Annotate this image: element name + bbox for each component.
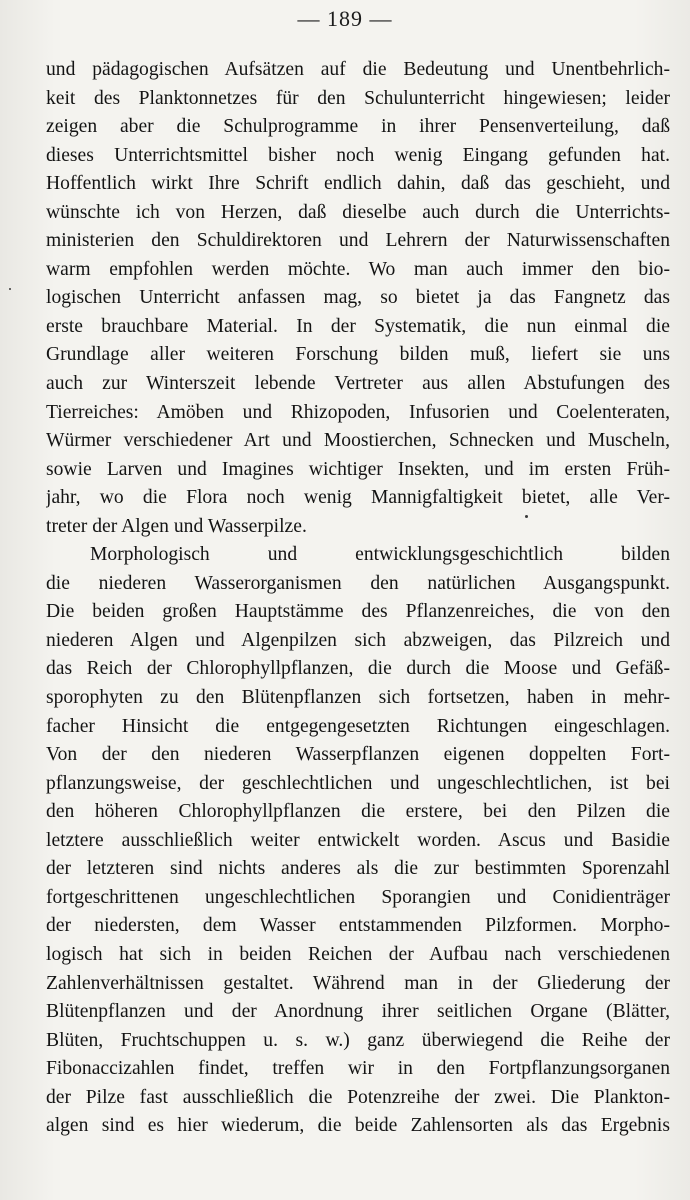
body-text: [46, 56, 670, 1141]
text-line: erste brauchbare Material. In der Systematik, die nun einmal die: [46, 315, 670, 337]
text-line: dieses Unterrichtsmittel bisher noch wenig Eingang gefunden hat.: [46, 144, 670, 166]
text-line: das Reich der Chlorophyllpflanzen, die durch die Moose und Gefäß-: [46, 658, 670, 680]
text-line: den höheren Chlorophyllpflanzen die erstere, bei den Pilzen die: [46, 801, 670, 823]
page-number: — 189 —: [297, 6, 393, 31]
text-line: Von der den niederen Wasserpflanzen eigenen doppelten Fort-: [46, 744, 670, 766]
text-line: der Pilze fast ausschließlich die Potenzreihe der zwei. Die Plankton-: [46, 1086, 670, 1108]
text-line: warm empfohlen werden möchte. Wo man auch immer den bio-: [46, 258, 670, 280]
text-line: zeigen aber die Schulprogramme in ihrer Pensenverteilung, daß: [46, 116, 670, 138]
text-line: Tierreiches: Amöben und Rhizopoden, Infusorien und Coelenteraten,: [46, 401, 670, 423]
text-line: facher Hinsicht die entgegengesetzten Richtungen eingeschlagen.: [46, 715, 670, 737]
text-line: Die beiden großen Hauptstämme des Pflanzenreiches, die von den: [46, 601, 670, 623]
text-line: Hoffentlich wirkt Ihre Schrift endlich dahin, daß das geschieht, und: [46, 173, 670, 195]
text-line: pflanzungsweise, der geschlechtlichen und ungeschlechtlichen, ist bei: [46, 772, 670, 794]
text-line: algen sind es hier wiederum, die beide Zahlensorten als das Ergebnis: [46, 1115, 670, 1137]
text-line: jahr, wo die Flora noch wenig Mannigfaltigkeit bietet, alle Ver-: [46, 487, 670, 509]
ink-speck: [9, 288, 11, 290]
text-line: letztere ausschließlich weiter entwickelt worden. Ascus und Basidie: [46, 829, 670, 851]
text-line: Fibonaccizahlen findet, treffen wir in den Fortpflanzungsorganen: [46, 1058, 670, 1080]
text-line: auch zur Winterszeit lebende Vertreter aus allen Abstufungen des: [46, 373, 670, 395]
text-line: keit des Planktonnetzes für den Schulunterricht hingewiesen; leider: [46, 87, 670, 109]
text-line: Zahlenverhältnissen gestaltet. Während man in der Gliederung der: [46, 972, 670, 994]
text-line: der letzteren sind nichts anderes als die zur bestimmten Sporenzahl: [46, 858, 670, 880]
text-line: niederen Algen und Algenpilzen sich abzweigen, das Pilzreich und: [46, 629, 670, 651]
text-line: sowie Larven und Imagines wichtiger Insekten, und im ersten Früh-: [46, 458, 670, 480]
text-line: ministerien den Schuldirektoren und Lehrern der Naturwissenschaften: [46, 230, 670, 252]
paragraph-start-line: Morphologisch und entwicklungsgeschichtlich bilden: [90, 544, 670, 566]
text-line: Würmer verschiedener Art und Moostierchen, Schnecken und Muscheln,: [46, 430, 670, 452]
text-line: fortgeschrittenen ungeschlechtlichen Sporangien und Conidienträger: [46, 886, 670, 908]
paragraph-end-line: treter der Algen und Wasserpilze.: [46, 515, 307, 537]
text-line: sporophyten zu den Blütenpflanzen sich fortsetzen, haben in mehr-: [46, 687, 670, 709]
text-line: logischen Unterricht anfassen mag, so bietet ja das Fangnetz das: [46, 287, 670, 309]
text-line: Blütenpflanzen und der Anordnung ihrer seitlichen Organe (Blätter,: [46, 1001, 670, 1023]
text-line: der niedersten, dem Wasser entstammenden Pilzformen. Morpho-: [46, 915, 670, 937]
text-line: Grundlage aller weiteren Forschung bilden muß, liefert sie uns: [46, 344, 670, 366]
ink-speck: [525, 515, 528, 518]
text-line: wünschte ich von Herzen, daß dieselbe auch durch die Unterrichts-: [46, 201, 670, 223]
text-line: die niederen Wasserorganismen den natürlichen Ausgangspunkt.: [46, 572, 670, 594]
text-line: Blüten, Fruchtschuppen u. s. w.) ganz überwiegend die Reihe der: [46, 1029, 670, 1051]
text-line: logisch hat sich in beiden Reichen der Aufbau nach verschiedenen: [46, 943, 670, 965]
text-line: und pädagogischen Aufsätzen auf die Bedeutung und Unentbehrlich-: [46, 59, 670, 80]
